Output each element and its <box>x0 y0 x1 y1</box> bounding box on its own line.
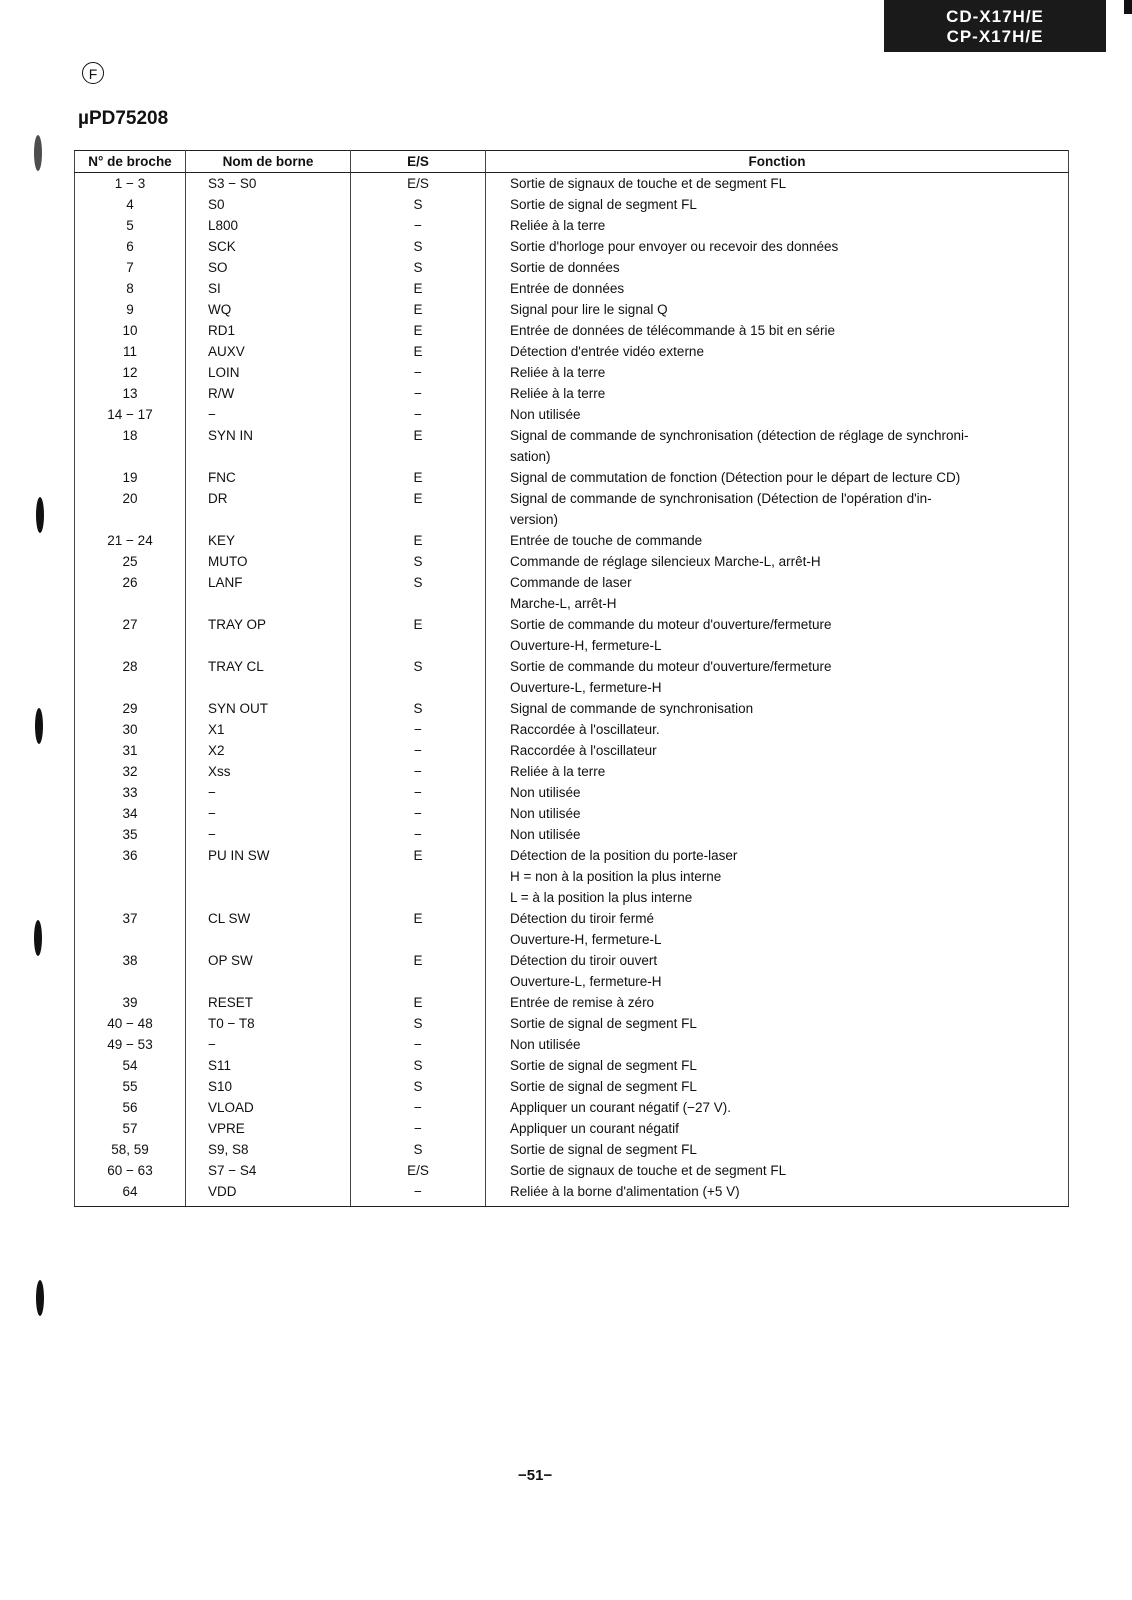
pin-number-cell: 9 <box>75 299 186 320</box>
pin-number-cell: 7 <box>75 257 186 278</box>
table-row <box>75 551 1069 572</box>
function-cell <box>486 1118 1069 1139</box>
function-line: Sortie de signal de segment FL <box>510 1058 697 1073</box>
pin-name-cell: − <box>186 782 351 803</box>
function-cell <box>486 551 1069 572</box>
function-cell <box>486 992 1069 1013</box>
pin-number-cell: 4 <box>75 194 186 215</box>
pin-name-cell: − <box>186 803 351 824</box>
table-row <box>75 1139 1069 1160</box>
pin-name-cell: SCK <box>186 236 351 257</box>
table-row <box>75 572 1069 614</box>
pin-name-cell: S10 <box>186 1076 351 1097</box>
pin-name-cell: − <box>186 404 351 425</box>
function-line: Non utilisée <box>510 407 581 422</box>
function-cell <box>486 656 1069 698</box>
table-row <box>75 845 1069 908</box>
io-direction-cell: E <box>351 488 486 530</box>
pin-number-cell: 58, 59 <box>75 1139 186 1160</box>
table-row <box>75 194 1069 215</box>
table-row <box>75 488 1069 530</box>
function-cell <box>486 278 1069 299</box>
pin-number-cell: 10 <box>75 320 186 341</box>
table-row <box>75 257 1069 278</box>
function-cell <box>486 1076 1069 1097</box>
table-row <box>75 320 1069 341</box>
function-line: Reliée à la terre <box>510 218 606 233</box>
function-line: Signal de commutation de fonction (Détection pour le départ de lecture CD) <box>510 470 961 485</box>
io-direction-cell: E <box>351 530 486 551</box>
function-line: Ouverture-L, fermeture-H <box>510 680 662 695</box>
pin-number-cell: 29 <box>75 698 186 719</box>
pin-number-cell: 25 <box>75 551 186 572</box>
io-direction-cell: − <box>351 824 486 845</box>
table-row <box>75 740 1069 761</box>
pin-number-cell: 38 <box>75 950 186 992</box>
pin-name-cell: SO <box>186 257 351 278</box>
table-body <box>75 173 1069 1207</box>
function-line: Détection de la position du porte-laser <box>510 848 738 863</box>
function-line: Signal de commande de synchronisation (Détection de l'opération d'in- <box>510 491 932 506</box>
function-cell <box>486 383 1069 404</box>
io-direction-cell: S <box>351 656 486 698</box>
io-direction-cell: − <box>351 1097 486 1118</box>
table-row <box>75 1097 1069 1118</box>
io-direction-cell: E <box>351 320 486 341</box>
function-cell <box>486 320 1069 341</box>
column-header-function: Fonction <box>486 151 1069 173</box>
function-line: Appliquer un courant négatif (−27 V). <box>510 1100 732 1115</box>
io-direction-cell: E <box>351 278 486 299</box>
pin-number-cell: 31 <box>75 740 186 761</box>
table-row <box>75 362 1069 383</box>
function-cell <box>486 194 1069 215</box>
pin-number-cell: 26 <box>75 572 186 614</box>
io-direction-cell: E <box>351 950 486 992</box>
io-direction-cell: S <box>351 194 486 215</box>
function-line: Sortie de signaux de touche et de segment FL <box>510 176 787 191</box>
io-direction-cell: E <box>351 992 486 1013</box>
pin-number-cell: 5 <box>75 215 186 236</box>
pin-name-cell: WQ <box>186 299 351 320</box>
model-line-2: CP-X17H/E <box>946 27 1044 46</box>
function-line: Sortie de données <box>510 260 620 275</box>
function-line: version) <box>510 512 559 527</box>
function-cell <box>486 467 1069 488</box>
pin-function-table <box>74 150 1069 1207</box>
table-row <box>75 824 1069 845</box>
table-row <box>75 341 1069 362</box>
function-line: Sortie de signaux de touche et de segment FL <box>510 1163 787 1178</box>
table-row <box>75 803 1069 824</box>
function-cell <box>486 341 1069 362</box>
io-direction-cell: S <box>351 1013 486 1034</box>
pin-number-cell: 6 <box>75 236 186 257</box>
function-line: Reliée à la terre <box>510 764 606 779</box>
pin-name-cell: R/W <box>186 383 351 404</box>
column-header-name: Nom de borne <box>186 151 351 173</box>
function-line: Ouverture-H, fermeture-L <box>510 932 662 947</box>
pin-number-cell: 57 <box>75 1118 186 1139</box>
pin-name-cell: LOIN <box>186 362 351 383</box>
function-line: Entrée de remise à zéro <box>510 995 655 1010</box>
function-cell <box>486 1097 1069 1118</box>
io-direction-cell: S <box>351 1076 486 1097</box>
pin-number-cell: 39 <box>75 992 186 1013</box>
io-direction-cell: − <box>351 761 486 782</box>
pin-name-cell: KEY <box>186 530 351 551</box>
io-direction-cell: S <box>351 1055 486 1076</box>
pin-name-cell: VDD <box>186 1181 351 1207</box>
pin-number-cell: 13 <box>75 383 186 404</box>
pin-number-cell: 54 <box>75 1055 186 1076</box>
function-line: Reliée à la borne d'alimentation (+5 V) <box>510 1184 740 1199</box>
pin-name-cell: FNC <box>186 467 351 488</box>
function-cell <box>486 698 1069 719</box>
io-direction-cell: E <box>351 908 486 950</box>
function-cell <box>486 908 1069 950</box>
binder-hole-mark <box>35 708 43 744</box>
table-row <box>75 1055 1069 1076</box>
io-direction-cell: E <box>351 467 486 488</box>
function-cell <box>486 1160 1069 1181</box>
table-row <box>75 383 1069 404</box>
function-line: Commande de laser <box>510 575 632 590</box>
function-cell <box>486 719 1069 740</box>
function-cell <box>486 824 1069 845</box>
pin-name-cell: L800 <box>186 215 351 236</box>
io-direction-cell: E <box>351 341 486 362</box>
pin-number-cell: 40 − 48 <box>75 1013 186 1034</box>
pin-number-cell: 33 <box>75 782 186 803</box>
pin-number-cell: 27 <box>75 614 186 656</box>
function-line: Détection du tiroir ouvert <box>510 953 658 968</box>
table-row <box>75 656 1069 698</box>
function-cell <box>486 782 1069 803</box>
pin-name-cell: DR <box>186 488 351 530</box>
pin-name-cell: RD1 <box>186 320 351 341</box>
function-cell <box>486 845 1069 908</box>
function-line: Sortie de signal de segment FL <box>510 1142 697 1157</box>
function-cell <box>486 614 1069 656</box>
function-line: Sortie d'horloge pour envoyer ou recevoir des données <box>510 239 839 254</box>
pin-number-cell: 28 <box>75 656 186 698</box>
function-line: Ouverture-L, fermeture-H <box>510 974 662 989</box>
io-direction-cell: S <box>351 551 486 572</box>
table-row <box>75 425 1069 467</box>
pin-number-cell: 55 <box>75 1076 186 1097</box>
pin-name-cell: X1 <box>186 719 351 740</box>
function-line: Marche-L, arrêt-H <box>510 596 617 611</box>
pin-number-cell: 64 <box>75 1181 186 1207</box>
pin-name-cell: Xss <box>186 761 351 782</box>
pin-number-cell: 19 <box>75 467 186 488</box>
function-cell <box>486 1034 1069 1055</box>
pin-name-cell: SYN IN <box>186 425 351 467</box>
pin-number-cell: 34 <box>75 803 186 824</box>
function-line: Détection du tiroir fermé <box>510 911 655 926</box>
function-line: Entrée de données de télécommande à 15 bit en série <box>510 323 835 338</box>
table-row <box>75 1013 1069 1034</box>
pin-name-cell: − <box>186 1034 351 1055</box>
pin-name-cell: LANF <box>186 572 351 614</box>
pin-number-cell: 30 <box>75 719 186 740</box>
function-line: Sortie de signal de segment FL <box>510 1016 697 1031</box>
function-line: Non utilisée <box>510 785 581 800</box>
function-line: Sortie de signal de segment FL <box>510 197 697 212</box>
io-direction-cell: S <box>351 572 486 614</box>
function-cell <box>486 362 1069 383</box>
function-line: H = non à la position la plus interne <box>510 869 722 884</box>
io-direction-cell: E <box>351 425 486 467</box>
io-direction-cell: − <box>351 782 486 803</box>
function-cell <box>486 1181 1069 1207</box>
function-cell <box>486 740 1069 761</box>
function-cell <box>486 1139 1069 1160</box>
pin-number-cell: 36 <box>75 845 186 908</box>
pin-number-cell: 20 <box>75 488 186 530</box>
pin-number-cell: 8 <box>75 278 186 299</box>
io-direction-cell: − <box>351 1181 486 1207</box>
function-cell <box>486 299 1069 320</box>
pin-name-cell: VLOAD <box>186 1097 351 1118</box>
table-header-row <box>75 151 1069 173</box>
function-line: Entrée de touche de commande <box>510 533 703 548</box>
pin-name-cell: S9, S8 <box>186 1139 351 1160</box>
language-badge: F <box>82 62 104 84</box>
model-header <box>884 0 1106 52</box>
io-direction-cell: − <box>351 719 486 740</box>
io-direction-cell: E <box>351 299 486 320</box>
function-line: Appliquer un courant négatif <box>510 1121 679 1136</box>
function-cell <box>486 173 1069 195</box>
pin-name-cell: S0 <box>186 194 351 215</box>
column-header-pin: N° de broche <box>75 151 186 173</box>
function-line: Raccordée à l'oscillateur. <box>510 722 660 737</box>
function-cell <box>486 215 1069 236</box>
io-direction-cell: S <box>351 698 486 719</box>
table-row <box>75 404 1069 425</box>
io-direction-cell: E <box>351 614 486 656</box>
table-row <box>75 215 1069 236</box>
table-row <box>75 1076 1069 1097</box>
binder-hole-mark <box>36 497 44 533</box>
function-line: Sortie de commande du moteur d'ouverture/fermeture <box>510 617 832 632</box>
table-row <box>75 992 1069 1013</box>
pin-name-cell: SI <box>186 278 351 299</box>
function-line: Détection d'entrée vidéo externe <box>510 344 704 359</box>
function-cell <box>486 236 1069 257</box>
table-row <box>75 908 1069 950</box>
table-row <box>75 1181 1069 1207</box>
function-line: Signal pour lire le signal Q <box>510 302 668 317</box>
model-line-1: CD-X17H/E <box>946 7 1044 26</box>
function-line: Entrée de données <box>510 281 625 296</box>
function-line: Non utilisée <box>510 806 581 821</box>
table-row <box>75 761 1069 782</box>
pin-number-cell: 35 <box>75 824 186 845</box>
binder-hole-mark <box>36 1280 44 1316</box>
io-direction-cell: − <box>351 1118 486 1139</box>
binder-hole-mark <box>34 135 42 171</box>
io-direction-cell: S <box>351 257 486 278</box>
table-row <box>75 236 1069 257</box>
function-line: Non utilisée <box>510 1037 581 1052</box>
io-direction-cell: E <box>351 845 486 908</box>
function-line: Raccordée à l'oscillateur <box>510 743 657 758</box>
pin-number-cell: 32 <box>75 761 186 782</box>
table-row <box>75 719 1069 740</box>
pin-name-cell: − <box>186 824 351 845</box>
table-row <box>75 1160 1069 1181</box>
table-row <box>75 782 1069 803</box>
pin-name-cell: SYN OUT <box>186 698 351 719</box>
io-direction-cell: − <box>351 383 486 404</box>
pin-number-cell: 14 − 17 <box>75 404 186 425</box>
table-row <box>75 467 1069 488</box>
table-row <box>75 950 1069 992</box>
function-cell <box>486 950 1069 992</box>
pin-name-cell: S7 − S4 <box>186 1160 351 1181</box>
pin-name-cell: S3 − S0 <box>186 173 351 195</box>
pin-name-cell: AUXV <box>186 341 351 362</box>
column-header-io: E/S <box>351 151 486 173</box>
pin-name-cell: OP SW <box>186 950 351 992</box>
pin-number-cell: 1 − 3 <box>75 173 186 195</box>
function-cell <box>486 1055 1069 1076</box>
pin-number-cell: 21 − 24 <box>75 530 186 551</box>
function-cell <box>486 425 1069 467</box>
function-line: sation) <box>510 449 551 464</box>
function-line: Signal de commande de synchronisation <box>510 701 754 716</box>
io-direction-cell: E/S <box>351 173 486 195</box>
pin-name-cell: PU IN SW <box>186 845 351 908</box>
pin-name-cell: T0 − T8 <box>186 1013 351 1034</box>
pin-number-cell: 49 − 53 <box>75 1034 186 1055</box>
pin-name-cell: TRAY CL <box>186 656 351 698</box>
pin-number-cell: 12 <box>75 362 186 383</box>
table-row <box>75 1034 1069 1055</box>
chip-title: µPD75208 <box>78 108 169 129</box>
pin-name-cell: CL SW <box>186 908 351 950</box>
table-row <box>75 278 1069 299</box>
io-direction-cell: S <box>351 236 486 257</box>
io-direction-cell: − <box>351 803 486 824</box>
function-cell <box>486 257 1069 278</box>
pin-number-cell: 11 <box>75 341 186 362</box>
pin-name-cell: MUTO <box>186 551 351 572</box>
function-cell <box>486 488 1069 530</box>
pin-name-cell: RESET <box>186 992 351 1013</box>
pin-name-cell: VPRE <box>186 1118 351 1139</box>
function-cell <box>486 761 1069 782</box>
io-direction-cell: − <box>351 740 486 761</box>
function-line: Sortie de signal de segment FL <box>510 1079 697 1094</box>
function-cell <box>486 803 1069 824</box>
function-line: Sortie de commande du moteur d'ouverture/fermeture <box>510 659 832 674</box>
pin-number-cell: 56 <box>75 1097 186 1118</box>
io-direction-cell: S <box>351 1139 486 1160</box>
function-line: Ouverture-H, fermeture-L <box>510 638 662 653</box>
corner-registration-mark <box>1124 0 1132 14</box>
binder-hole-mark <box>34 920 42 956</box>
function-line: Signal de commande de synchronisation (détection de réglage de synchroni- <box>510 428 969 443</box>
io-direction-cell: E/S <box>351 1160 486 1181</box>
pin-number-cell: 18 <box>75 425 186 467</box>
table-row <box>75 1118 1069 1139</box>
pin-number-cell: 37 <box>75 908 186 950</box>
io-direction-cell: − <box>351 362 486 383</box>
function-cell <box>486 404 1069 425</box>
table-row <box>75 299 1069 320</box>
io-direction-cell: − <box>351 215 486 236</box>
function-line: L = à la position la plus interne <box>510 890 693 905</box>
io-direction-cell: − <box>351 404 486 425</box>
table-row <box>75 698 1069 719</box>
function-line: Reliée à la terre <box>510 365 606 380</box>
page-number: −51− <box>518 1467 553 1484</box>
function-cell <box>486 530 1069 551</box>
function-cell <box>486 572 1069 614</box>
function-cell <box>486 1013 1069 1034</box>
table-row <box>75 173 1069 195</box>
io-direction-cell: − <box>351 1034 486 1055</box>
table-row <box>75 530 1069 551</box>
function-line: Commande de réglage silencieux Marche-L, arrêt-H <box>510 554 821 569</box>
function-line: Reliée à la terre <box>510 386 606 401</box>
pin-name-cell: TRAY OP <box>186 614 351 656</box>
pin-name-cell: X2 <box>186 740 351 761</box>
function-line: Non utilisée <box>510 827 581 842</box>
table-row <box>75 614 1069 656</box>
pin-name-cell: S11 <box>186 1055 351 1076</box>
pin-number-cell: 60 − 63 <box>75 1160 186 1181</box>
